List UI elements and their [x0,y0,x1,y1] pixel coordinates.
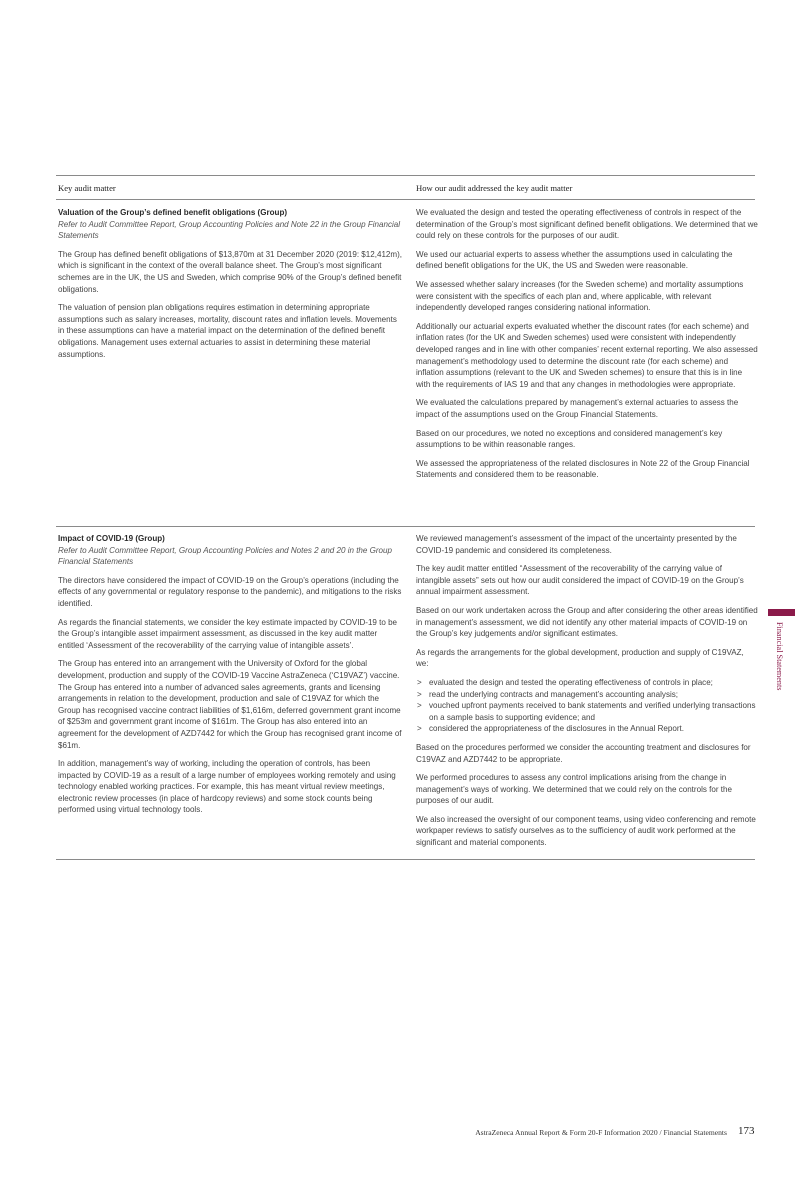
row2-left-para: As regards the financial statements, we consider the key estimate impacted by COVID-19 to be the Group’s intangible asset impairment assessment, as discussed in the key audit matter entitled ‘Assessment of the recoverability of the carrying value of intangible assets’. [58,617,398,650]
row2-left-para: The directors have considered the impact of COVID-19 on the Group’s operations (including the effects of any governmental or regulatory response to the pandemic), and mitigations to the risks identified. [58,575,402,608]
row1-right-para: Based on our procedures, we noted no exceptions and considered management’s key assumptions to be within reasonable ranges. [416,428,723,450]
row2-reference: Refer to Audit Committee Report, Group Accounting Policies and Notes 2 and 20 in the Group Financial Statements [58,545,392,567]
row2-right-para: As regards the arrangements for the global development, production and supply of C19VAZ, we: [416,647,744,669]
row1-right-para: We used our actuarial experts to assess whether the assumptions used in calculating the defined benefit obligations for the UK, the US and Sweden were reasonable. [416,249,733,271]
row1-title: Valuation of the Group’s defined benefit obligations (Group) [58,208,288,217]
row2-right-para: Based on the procedures performed we consider the accounting treatment and disclosures for C19VAZ and AZD7442 to be appropriate. [416,742,751,764]
row1-left-cell [58,207,402,367]
row2-right-para: Based on our work undertaken across the Group and after considering the other areas identified in management’s assessment, we did not identify any other material impacts of COVID-19 on the Group’s key judgements and/or significant estimates. [416,605,758,639]
row1-reference: Refer to Audit Committee Report, Group Accounting Policies and Note 22 in the Group Financial Statements [58,219,401,241]
footer-text: AstraZeneca Annual Report & Form 20-F Information 2020 / Financial Statements [475,1128,727,1137]
row1-left-para: The Group has defined benefit obligations of $13,870m at 31 December 2020 (2019: $12,412m), which is significant in the context of the overall balance sheet. The Group’s most significant schemes are in the UK, the US and Sweden, which comprise 90% of the Group’s defined benefit obligations. [58,249,403,294]
row1-right-cell [416,207,758,488]
section-tab-marker [768,609,795,616]
section-tab-label: Financial Statements [775,622,784,691]
procedures-list [416,677,758,735]
row1-right-para: We assessed the appropriateness of the related disclosures in Note 22 of the Group Financial Statements and considered them to be reasonable. [416,458,750,480]
header-how-addressed: How our audit addressed the key audit matter [416,183,573,193]
row2-right-para: We reviewed management’s assessment of the impact of the uncertainty presented by the COVID-19 pandemic and considered its completeness. [416,534,737,555]
list-item: > read the underlying contracts and management’s accounting analysis; [416,689,758,701]
row1-right-para: We evaluated the design and tested the operating effectiveness of controls in respect of the determination of the Group’s most significant defined benefit obligations. We determined that we could rely on these controls for the purposes of our audit. [416,208,758,241]
row2-left-para: The Group has entered into an arrangement with the University of Oxford for the global development, production and supply of the COVID-19 Vaccine AstraZeneca (‘C19VAZ’) vaccine. The Group has entered into a number of advanced sales agreements, grants and licensing arrangements in relation to the development, production and sale of C19VAZ for which the Group has recognised vaccine contract liabilities of $1,616m, deferred government grant income of $253m and government grant income of $161m. The Group has also entered into an agreement for the development of AZD7442 for which the Group has recognised grant income of $61m. [58,659,402,750]
table-top-rule [56,175,755,176]
row2-right-para: The key audit matter entitled “Assessment of the recoverability of the carrying value of intangible assets” sets out how our audit considered the impact of COVID-19 on the Group’s annual impairment assessment. [416,564,744,597]
row2-title: Impact of COVID-19 (Group) [58,534,165,543]
row1-left-para: The valuation of pension plan obligations requires estimation in determining appropriate assumptions such as salary increases, mortality, discount rates and inflation levels. Movements in these assumptions can have a material impact on the determination of the defined benefit obligations. Management uses external actuaries to assist in determining these material assumptions. [58,303,397,359]
row1-right-para: We evaluated the calculations prepared by management’s external actuaries to assess the impact of the assumptions used on the Group Financial Statements. [416,398,739,419]
page-number: 173 [738,1125,755,1137]
row2-left-para: In addition, management’s way of working, including the operation of controls, has been impacted by COVID-19 as a result of a large number of employees working remotely and using technology enabled working practices. For example, this has meant virtual review meetings, electronic review processes (in place of hardcopy reviews) and some stock counts being performed using virtual technology tools. [58,759,396,815]
row1-right-para: We assessed whether salary increases (for the Sweden scheme) and mortality assumptions were consistent with the specifics of each plan and, where applicable, with relevant independently developed ranges considering national information. [416,279,744,313]
row2-right-para: We performed procedures to assess any control implications arising from the change in management’s ways of working. We determined that we could rely on the controls for the purposes of our audit. [416,773,732,806]
table-bottom-rule [56,859,755,860]
list-item: > considered the appropriateness of the disclosures in the Annual Report. [416,723,758,735]
row1-right-para: Additionally our actuarial experts evaluated whether the discount rates (for each scheme) and inflation rates (for the UK and Sweden schemes) used were consistent with independently developed ranges and in line with other companies’ recent external reporting. We also assessed management’s methodology used to determine the discount rate (for each scheme) and inflation assumptions (relevant to the UK and Sweden schemes) to ensure that this is in line with the requirements of IAS 19 and that any changes in methodologies were appropriate. [416,321,758,389]
row2-left-cell [58,533,402,823]
row-divider [56,526,755,527]
row2-right-para: We also increased the oversight of our component teams, using video conferencing and remote workpaper reviews to satisfy ourselves as to the sufficiency of audit work performed at the significant and material components. [416,814,756,848]
header-key-audit-matter: Key audit matter [58,183,116,193]
row2-right-cell [416,533,758,856]
header-rule [56,199,755,200]
list-item: > evaluated the design and tested the operating effectiveness of controls in place; [416,677,758,689]
list-item: > vouched upfront payments received to bank statements and verified underlying transactions on a sample basis to supporting evidence; and [416,700,758,723]
